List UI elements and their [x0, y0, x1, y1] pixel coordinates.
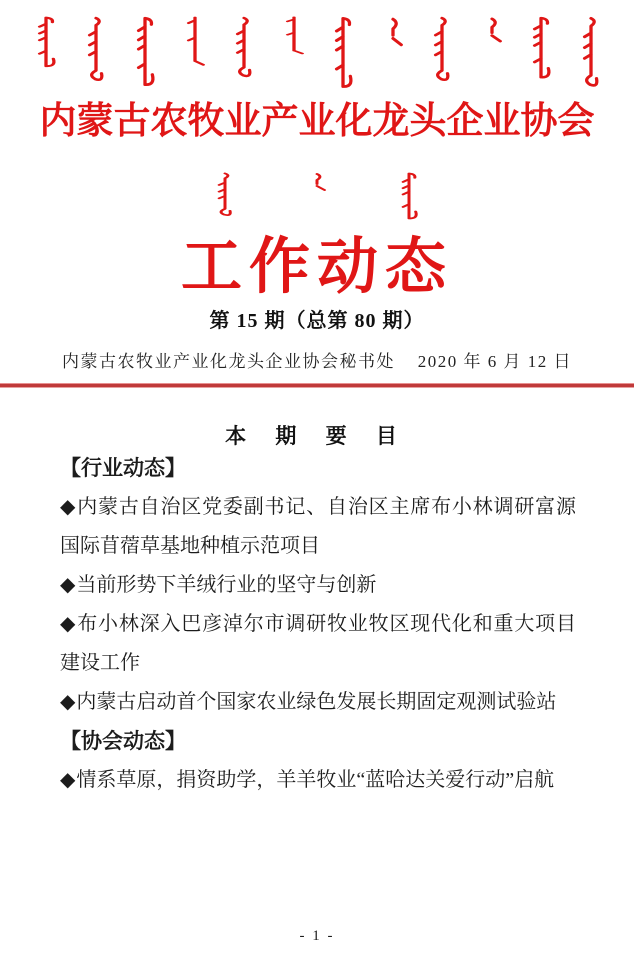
toc-item — [60, 488, 576, 566]
toc-item-text: 布小林深入巴彦淖尔市调研牧业牧区现代化和重大项目建设工作 — [60, 613, 576, 674]
mongolian-word-icon — [134, 16, 156, 90]
mongolian-word-icon — [332, 16, 354, 92]
toc-item-text: 当前形势下羊绒行业的坚守与创新 — [76, 574, 377, 596]
publisher-name: 内蒙古农牧业产业化龙头企业协会秘书处 — [62, 352, 395, 371]
mongolian-word-icon — [283, 16, 305, 56]
diamond-bullet-icon: ◆ — [60, 574, 76, 596]
masthead-divider-rule — [0, 383, 634, 388]
mongolian-word-icon — [580, 16, 602, 90]
association-name: 内蒙古农牧业产业化龙头企业协会 — [39, 101, 595, 142]
page-number: - 1 - — [299, 928, 335, 944]
mongolian-script-header-row — [35, 16, 602, 92]
toc-body — [60, 449, 576, 800]
mongolian-word-icon — [481, 16, 503, 44]
toc-item-text: 情系草原，捐资助学，羊羊牧业“蓝哈达关爱行动”启航 — [76, 769, 555, 791]
diamond-bullet-icon: ◆ — [60, 691, 76, 713]
mongolian-word-icon — [382, 16, 404, 48]
issue-date: 2020 年 6 月 12 日 — [417, 352, 572, 371]
diamond-bullet-icon: ◆ — [60, 613, 77, 635]
mongolian-word-icon — [431, 16, 453, 84]
toc-item — [60, 605, 576, 683]
mongolian-word-icon — [530, 16, 552, 82]
toc-item-text: 内蒙古自治区党委副书记、自治区主席布小林调研富源国际苜蓿草基地种植示范项目 — [60, 496, 576, 557]
mongolian-word-icon — [307, 172, 327, 192]
diamond-bullet-icon: ◆ — [60, 496, 77, 518]
toc-item — [60, 566, 576, 605]
publisher-row — [62, 347, 572, 372]
mongolian-script-subtitle-row — [0, 172, 634, 222]
bulletin-title: 工作动态 — [180, 234, 453, 301]
mongolian-word-icon — [215, 172, 235, 218]
toc-item — [60, 683, 576, 722]
diamond-bullet-icon: ◆ — [60, 769, 76, 791]
section-label-industry: 【行业动态】 — [60, 456, 186, 480]
toc-item-text: 内蒙古启动首个国家农业绿色发展长期固定观测试验站 — [76, 691, 557, 713]
mongolian-word-icon — [35, 16, 57, 70]
mongolian-word-icon — [85, 16, 107, 84]
mongolian-word-icon — [233, 16, 255, 80]
toc-heading: 本 期 要 目 — [225, 424, 409, 448]
mongolian-word-icon — [399, 172, 419, 222]
section-label-association: 【协会动态】 — [60, 729, 186, 753]
mongolian-word-icon — [184, 16, 206, 68]
issue-number: 第 15 期（总第 80 期） — [209, 310, 425, 332]
toc-item — [60, 761, 576, 800]
